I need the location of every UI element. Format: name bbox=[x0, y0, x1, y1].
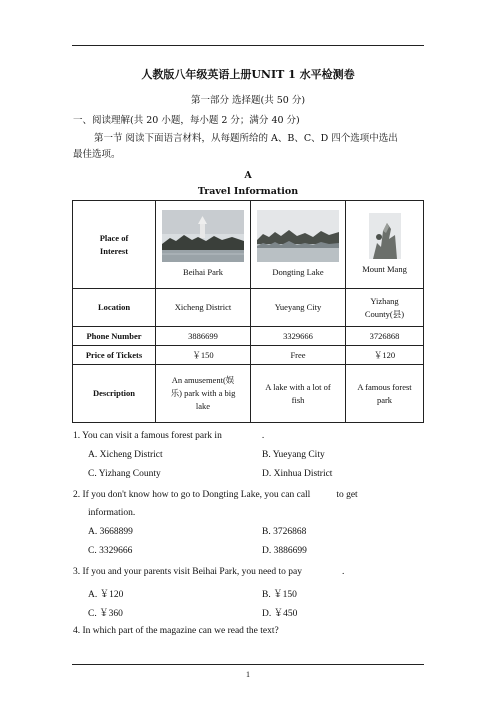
table-title: Travel Information bbox=[197, 186, 299, 197]
option-a: A. ￥120 bbox=[88, 590, 124, 600]
option-b: B. ￥150 bbox=[262, 590, 297, 600]
question-2-cont: information. bbox=[88, 508, 136, 518]
question-4: 4. In which part of the magazine can we read the text? bbox=[73, 626, 279, 636]
section-heading: 一、阅读理解(共 20 小题，每小题 2 分；满分 40 分) bbox=[73, 115, 300, 126]
row-header-price: Price of Tickets bbox=[73, 346, 156, 365]
dongting-lake-photo bbox=[257, 210, 339, 262]
table-row bbox=[73, 201, 424, 289]
table-row bbox=[73, 365, 424, 423]
question-3: 3. If you and your parents visit Beihai Park, you need to pay . bbox=[73, 567, 345, 577]
section-instructions-cont: 最佳选项。 bbox=[73, 149, 121, 160]
option-b: B. 3726868 bbox=[262, 527, 307, 537]
price-cell: ￥120 bbox=[346, 346, 424, 365]
row-header-place: Place of Interest bbox=[73, 201, 156, 289]
part-heading: 第一部分 选择题(共 50 分) bbox=[190, 95, 306, 106]
row-header-description: Description bbox=[73, 365, 156, 423]
option-d: D. Xinhua District bbox=[262, 469, 333, 479]
top-rule bbox=[72, 45, 424, 46]
option-a: A. Xicheng District bbox=[88, 450, 163, 460]
option-c: C. 3329666 bbox=[88, 546, 133, 556]
table-row bbox=[73, 346, 424, 365]
row-header-location: Location bbox=[73, 289, 156, 327]
price-cell: Free bbox=[251, 346, 346, 365]
option-d: D. ￥450 bbox=[262, 609, 298, 619]
section-instructions: 第一节 阅读下面语言材料，从每题所给的 A、B、C、D 四个选项中选出 bbox=[94, 133, 398, 144]
description-cell: A lake with a lot of fish bbox=[251, 365, 346, 423]
question-2: 2. If you don't know how to go to Dongting Lake, you can call to get bbox=[73, 490, 358, 500]
bottom-rule bbox=[72, 664, 424, 665]
option-c: C. Yizhang County bbox=[88, 469, 161, 479]
table-row bbox=[73, 327, 424, 346]
phone-cell: 3886699 bbox=[156, 327, 251, 346]
phone-cell: 3726868 bbox=[346, 327, 424, 346]
phone-cell: 3329666 bbox=[251, 327, 346, 346]
page-number: 1 bbox=[246, 670, 250, 679]
location-cell: Yizhang County(县) bbox=[346, 289, 424, 327]
travel-info-table bbox=[72, 200, 424, 423]
mount-mang-photo bbox=[369, 213, 401, 259]
page-title: 人教版八年级英语上册UNIT 1 水平检测卷 bbox=[141, 68, 355, 81]
beihai-park-photo bbox=[162, 210, 244, 262]
option-c: C. ￥360 bbox=[88, 609, 123, 619]
price-cell: ￥150 bbox=[156, 346, 251, 365]
table-row bbox=[73, 289, 424, 327]
question-1: 1. You can visit a famous forest park in . bbox=[73, 431, 265, 441]
description-cell: An amusement(娱 乐) park with a big lake bbox=[156, 365, 251, 423]
place-cell-beihai bbox=[156, 201, 251, 289]
place-name: Mount Mang bbox=[362, 264, 407, 275]
place-name: Beihai Park bbox=[183, 267, 223, 278]
location-cell: Xicheng District bbox=[156, 289, 251, 327]
location-cell: Yueyang City bbox=[251, 289, 346, 327]
option-b: B. Yueyang City bbox=[262, 450, 325, 460]
passage-label: A bbox=[244, 170, 252, 181]
option-d: D. 3886699 bbox=[262, 546, 307, 556]
option-a: A. 3668899 bbox=[88, 527, 133, 537]
place-cell-dongting bbox=[251, 201, 346, 289]
place-cell-mount-mang bbox=[346, 201, 424, 289]
description-cell: A famous forest park bbox=[346, 365, 424, 423]
place-name: Dongting Lake bbox=[272, 267, 324, 278]
row-header-phone: Phone Number bbox=[73, 327, 156, 346]
